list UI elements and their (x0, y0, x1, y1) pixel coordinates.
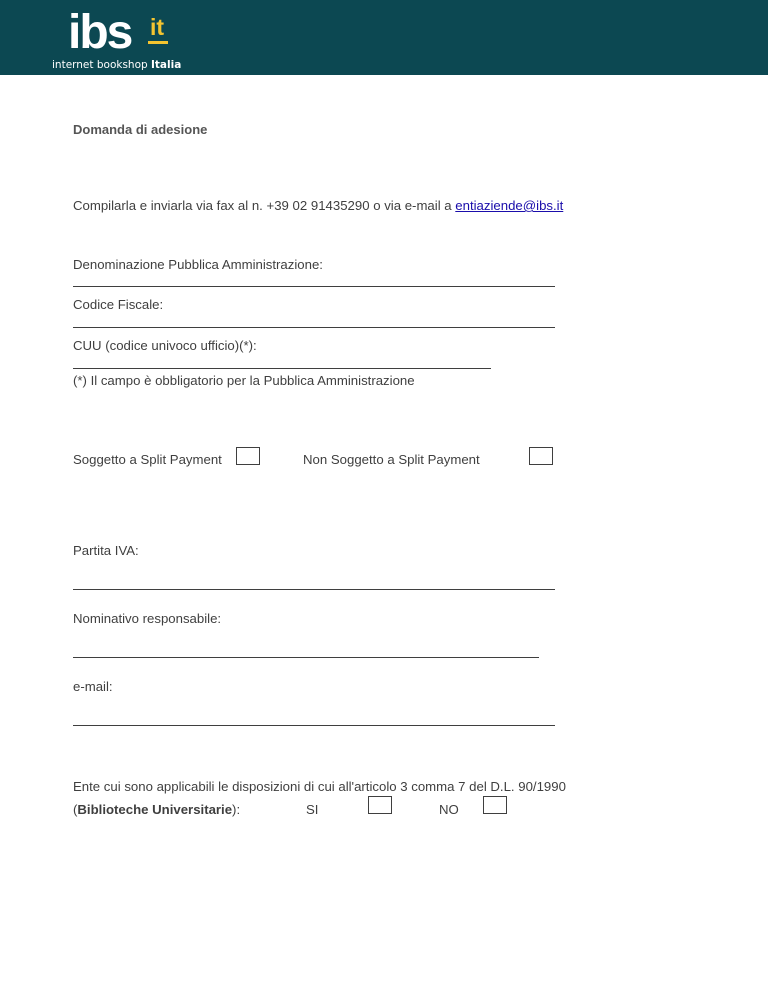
ente-text: Ente cui sono applicabili le disposizioni di cui all'articolo 3 comma 7 del D.L. 90/1990 (73, 779, 566, 794)
split-payment-checkbox[interactable] (236, 447, 260, 465)
contact-email-link[interactable]: entiaziende@ibs.it (455, 198, 564, 213)
no-label: NO (439, 802, 459, 817)
non-split-payment-checkbox[interactable] (529, 447, 553, 465)
logo-tagline-bold: Italia (151, 59, 182, 71)
biblioteche-close: ): (232, 802, 241, 817)
biblioteche-bold: Biblioteche Universitarie (77, 802, 233, 817)
instructions (73, 198, 563, 214)
form-title: Domanda di adesione (73, 122, 208, 137)
split-payment-label: Soggetto a Split Payment (73, 452, 222, 467)
responsabile-field[interactable] (73, 657, 539, 658)
cuu-label: CUU (codice univoco ufficio)(*): (73, 338, 257, 353)
partita-iva-label: Partita IVA: (73, 543, 139, 558)
si-label: SI (306, 802, 319, 817)
codice-fiscale-field[interactable] (73, 327, 555, 328)
header-bar (0, 0, 768, 75)
biblioteche-label (73, 802, 240, 818)
logo-underline (148, 41, 168, 44)
cuu-note: (*) Il campo è obbligatorio per la Pubblica Amministrazione (73, 373, 415, 388)
logo-it-text: it (150, 14, 165, 40)
instructions-text: Compilarla e inviarla via fax al n. +39 02 91435290 o via e-mail a (73, 198, 456, 213)
cuu-field[interactable] (73, 368, 491, 369)
codice-fiscale-label: Codice Fiscale: (73, 297, 164, 312)
responsabile-label: Nominativo responsabile: (73, 611, 222, 626)
logo-tagline-prefix: internet bookshop (52, 59, 151, 71)
denominazione-label: Denominazione Pubblica Amministrazione: (73, 257, 323, 272)
partita-iva-field[interactable] (73, 589, 555, 590)
no-checkbox[interactable] (483, 796, 507, 814)
email-field[interactable] (73, 725, 555, 726)
si-checkbox[interactable] (368, 796, 392, 814)
email-label: e-mail: (73, 679, 113, 694)
denominazione-field[interactable] (73, 286, 555, 287)
logo-ibs-text: ibs (68, 6, 132, 59)
logo-tagline (52, 59, 181, 71)
ibs-logo[interactable] (52, 6, 202, 74)
non-split-payment-label: Non Soggetto a Split Payment (303, 452, 480, 467)
biblioteche-open: ( (73, 802, 78, 817)
